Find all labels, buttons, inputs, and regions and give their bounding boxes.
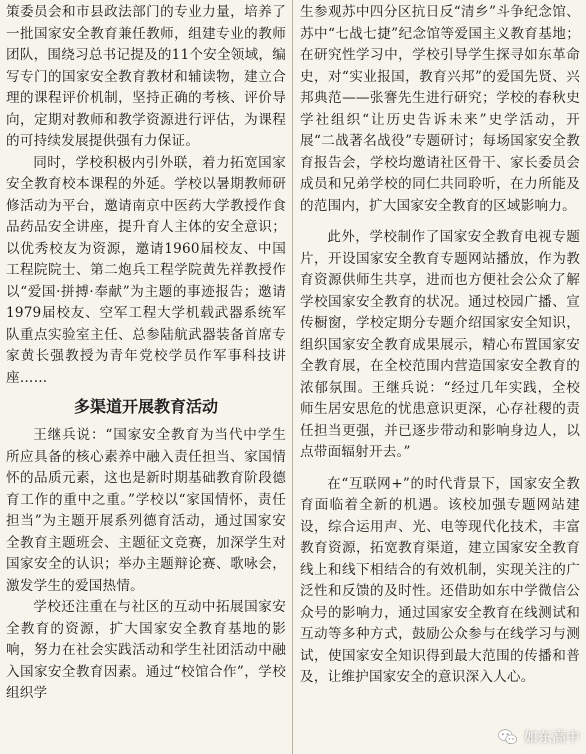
wechat-icon bbox=[497, 726, 519, 748]
body-paragraph: 在“互联网+”的时代背景下，国家安全教育面临着全新的机遇。该校加强专题网站建设，综合运用声、光、电等现代化技术，丰富教育资源，拓宽教育渠道，建立国家安全教育线上和线下相结合的有效机制，实现关注的广泛性和反馈的及时性。还借助如东中学微信公众号的影响力，通过国家安全教育在线测试和互动等多种方式，鼓励公众参与在线学习与测试，使国家安全知识得到最大范围的传播和普及，让维护国家安全的意识深入人心。 bbox=[300, 475, 580, 685]
body-paragraph: 生参观苏中四分区抗日反“清乡”斗争纪念馆、苏中“七战七捷”纪念馆等爱国主义教育基地；在研究性学习中，学校引导学生探寻如东革命史，对“实业报国，教育兴邦”的爱国先贤、兴邦典范——张謇先生进行研究；学校的春秋史学社组织“让历史告诉未来”史学活动，开展“二战著名战役”专题研讨；每场国家安全教育报告会，学校均邀请社区骨干、家长委员会成员和兄弟学校的同仁共同聆听，在力所能及的范围内，扩大国家安全教育的区域影响力。 bbox=[300, 4, 580, 214]
section-heading: 多渠道开展教育活动 bbox=[73, 397, 218, 416]
body-paragraph: 学校还注重在与社区的互动中拓展国家安全教育的资源，扩大国家安全教育基地的影响，努力在社会实践活动和学生社团活动中融入国家安全教育因素。通过“校馆合作”，学校组织学 bbox=[6, 599, 286, 701]
body-paragraph: 同时，学校积极内引外联，着力拓宽国家安全教育校本课程的外延。学校以暑期教师研修活动为平台，邀请南京中医药大学教授作食品药品安全讲座，提升育人主体的安全意识；以优秀校友为资源，邀请1960届校友、中国工程院院士、第二炮兵工程学院黄先祥教授作以“爱国·拼搏·奉献”为主题的事迹报告；邀请1979届校友、空军工程大学机载武器系统军队重点实验室主任、总参陆航武器装备首席专家黄长强教授为青年党校学员作军事科技讲座…… bbox=[6, 154, 286, 386]
paragraph-gap bbox=[300, 464, 580, 474]
body-paragraph: 策委员会和市县政法部门的专业力量，培养了一批国家安全教育兼任教师，组建专业的教师团队，围绕习总书记提及的11个安全领域，编写专门的国家安全教育教材和辅读物，建立合理的课程评价机制，坚持正确的考核、评价导向，定期对教师和教学资源进行评估，为课程的可持续发展提供强有力保证。 bbox=[6, 4, 286, 149]
paragraph-gap bbox=[300, 217, 580, 227]
body-paragraph: 王继兵说：“国家安全教育为当代中学生所应具备的核心素养中融入责任担当、家国情怀的品质元素，这也是新时期基础教育阶段德育工作的重中之重。”学校以“家国情怀，责任担当”为主题开展系列德育活动，通过国家安全教育主题班会、主题征文竞赛，加深学生对国家安全的认识；举办主题辩论赛、歌咏会，激发学生的爱国热情。 bbox=[6, 427, 286, 594]
right-column bbox=[300, 2, 580, 689]
left-column bbox=[6, 2, 286, 705]
body-paragraph: 此外，学校制作了国家安全教育电视专题片，开设国家安全教育专题网站播放，作为教育资源供师生共享，进而也方便社会公众了解学校国家安全教育的状况。通过校园广播、宣传橱窗，学校定期分专题介绍国家安全知识，组织国家安全教育成果展示，精心布置国家安全教育展，在全校范围内营造国家安全教育的浓郁氛围。王继兵说：“经过几年实践，全校师生居安思危的忧患意识更深，心存社稷的责任担当更强，并已逐步带动和影响身边人，以点带面辐射开去。” bbox=[300, 229, 580, 460]
wechat-watermark bbox=[497, 726, 580, 748]
column-divider bbox=[292, 0, 293, 754]
watermark-text: 如东高中 bbox=[524, 730, 580, 746]
